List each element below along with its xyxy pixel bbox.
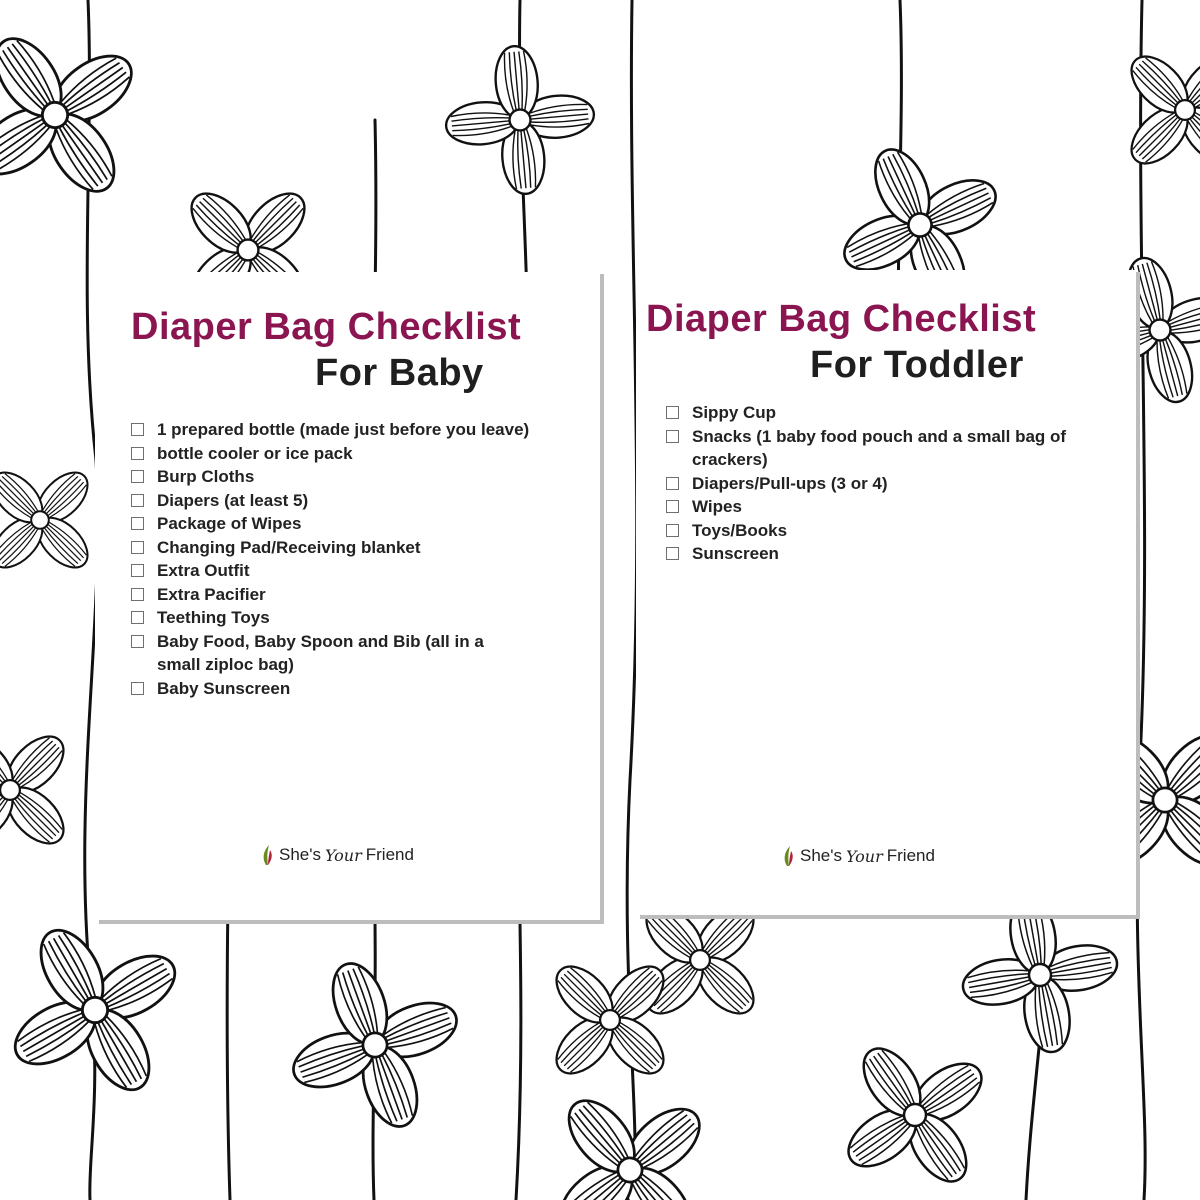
- checklist-item[interactable]: [131, 442, 531, 466]
- checkbox[interactable]: [131, 682, 144, 695]
- checklist-item-label: Teething Toys: [157, 608, 270, 627]
- checkbox[interactable]: [131, 470, 144, 483]
- checkbox[interactable]: [131, 611, 144, 624]
- brand-name-script: Your: [325, 845, 362, 865]
- checkbox[interactable]: [666, 406, 679, 419]
- checklist-item[interactable]: [131, 606, 531, 630]
- checklist-item[interactable]: [131, 559, 531, 583]
- checklist-item-label: Changing Pad/Receiving blanket: [157, 537, 421, 557]
- checklist-item[interactable]: [666, 425, 1086, 472]
- checklist-item-label: Package of Wipes: [157, 514, 302, 533]
- checklist-item[interactable]: [131, 583, 531, 607]
- checklist-item[interactable]: [131, 536, 531, 560]
- checklist-item[interactable]: [131, 677, 531, 701]
- checklist-item-label: Wipes: [692, 497, 742, 516]
- checkbox[interactable]: [131, 517, 144, 530]
- baby-checklist: [131, 418, 531, 700]
- baby-checklist-card: [95, 272, 600, 920]
- toddler-checklist: [666, 401, 1086, 566]
- checkbox[interactable]: [131, 541, 144, 554]
- baby-checklist-title: Diaper Bag Checklist: [131, 306, 522, 348]
- checklist-item-label: Extra Outfit: [157, 561, 250, 580]
- checklist-item[interactable]: [666, 472, 1086, 496]
- checklist-item[interactable]: [666, 519, 1086, 543]
- checklist-item[interactable]: [131, 630, 531, 677]
- brand-logo: [261, 844, 414, 866]
- checklist-item[interactable]: [666, 542, 1086, 566]
- toddler-checklist-card: [636, 270, 1136, 915]
- checkbox[interactable]: [131, 635, 144, 648]
- brand-name-part: Friend: [886, 846, 935, 865]
- checklist-item-label: Snacks (1 baby food pouch and a small bag of crackers): [692, 426, 1067, 469]
- checkbox[interactable]: [666, 524, 679, 537]
- checkbox[interactable]: [131, 494, 144, 507]
- checklist-item[interactable]: [131, 489, 531, 513]
- checkbox[interactable]: [666, 547, 679, 560]
- checkbox[interactable]: [666, 430, 679, 443]
- checklist-item-label: Diapers (at least 5): [157, 490, 309, 510]
- brand-name-script: Your: [846, 846, 883, 866]
- checkbox[interactable]: [666, 500, 679, 513]
- checklist-item-label: Sippy Cup: [692, 403, 777, 422]
- leaf-logo-icon: [782, 845, 796, 867]
- checklist-item[interactable]: [131, 512, 531, 536]
- checklist-item-label: Baby Sunscreen: [157, 678, 291, 698]
- checklist-item[interactable]: [131, 465, 531, 489]
- checklist-item[interactable]: [131, 418, 531, 442]
- checklist-item[interactable]: [666, 401, 1086, 425]
- brand-name-part: Friend: [365, 845, 414, 864]
- checkbox[interactable]: [131, 447, 144, 460]
- toddler-checklist-title: Diaper Bag Checklist: [646, 298, 1037, 340]
- baby-checklist-subtitle: For Baby: [315, 352, 484, 394]
- checklist-item-label: Toys/Books: [692, 520, 788, 540]
- checkbox[interactable]: [666, 477, 679, 490]
- checklist-item-label: Sunscreen: [692, 544, 779, 563]
- checklist-item-label: Extra Pacifier: [157, 584, 266, 604]
- checklist-item-label: Diapers/Pull-ups (3 or 4): [692, 473, 888, 493]
- checklist-item[interactable]: [666, 495, 1086, 519]
- checkbox[interactable]: [131, 564, 144, 577]
- leaf-logo-icon: [261, 844, 275, 866]
- brand-name-part: She's: [800, 846, 842, 865]
- brand-logo: [782, 845, 935, 867]
- checkbox[interactable]: [131, 423, 144, 436]
- checklist-item-label: Burp Cloths: [157, 467, 255, 486]
- checklist-item-label: bottle cooler or ice pack: [157, 443, 353, 463]
- checklist-item-label: 1 prepared bottle (made just before you leave): [157, 420, 530, 439]
- brand-name-part: She's: [279, 845, 321, 864]
- toddler-checklist-subtitle: For Toddler: [810, 344, 1024, 386]
- checklist-item-label: Baby Food, Baby Spoon and Bib (all in a small ziploc bag): [157, 631, 484, 674]
- checkbox[interactable]: [131, 588, 144, 601]
